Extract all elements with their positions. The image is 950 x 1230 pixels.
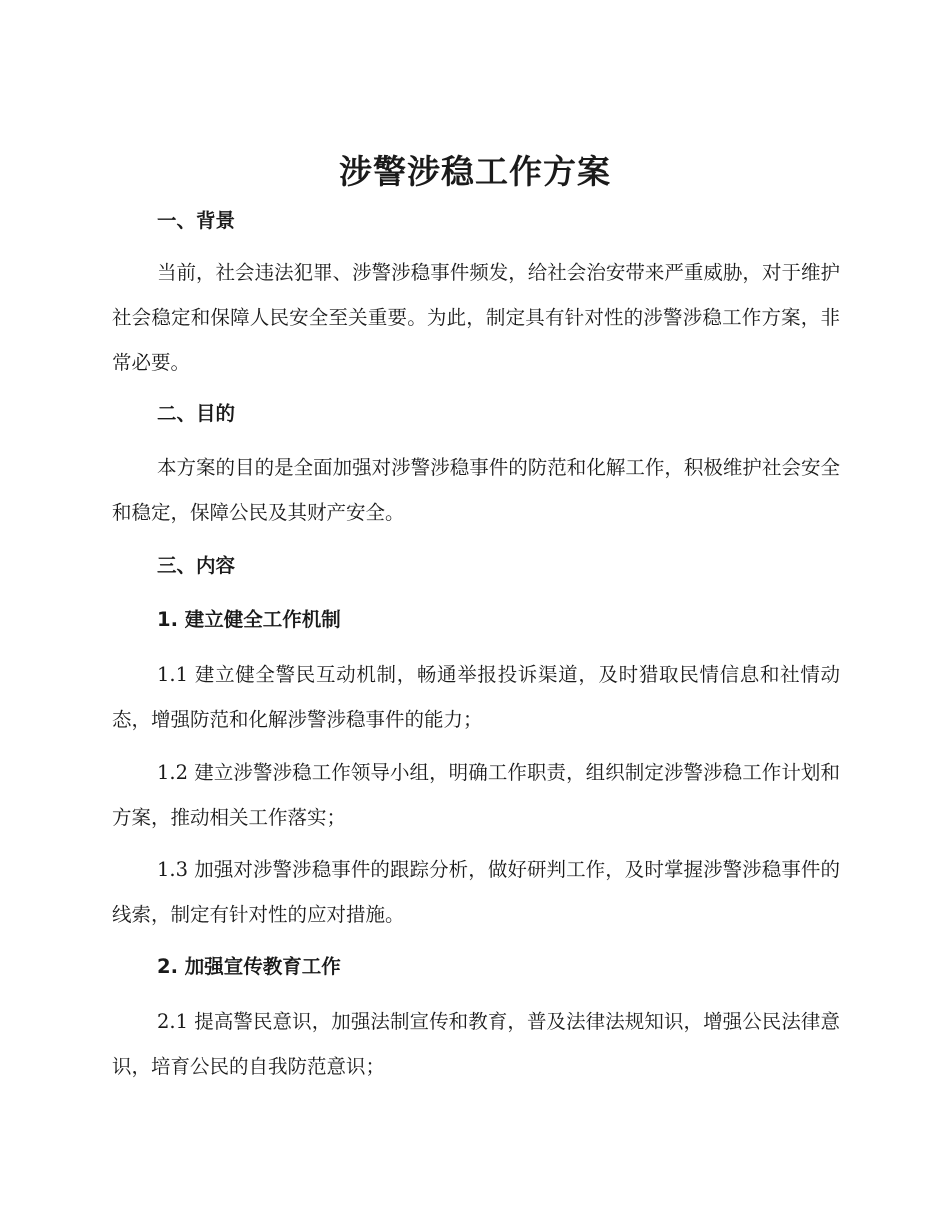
section-heading-purpose: 二、目的: [157, 402, 236, 425]
list-item: 1.3 加强对涉警涉稳事件的跟踪分析，做好研判工作，及时掌握涉警涉稳事件的线索，制定有针对性的应对措施。: [112, 858, 840, 926]
subsection-heading-publicity: 2. 加强宣传教育工作: [157, 955, 341, 978]
paragraph-background: 当前，社会违法犯罪、涉警涉稳事件频发，给社会治安带来严重威胁，对于维护社会稳定和保障人民安全至关重要。为此，制定具有针对性的涉警涉稳工作方案，非常必要。: [112, 261, 840, 374]
list-item: 1.2 建立涉警涉稳工作领导小组，明确工作职责，组织制定涉警涉稳工作计划和方案，推动相关工作落实；: [112, 761, 840, 829]
paragraph-purpose: 本方案的目的是全面加强对涉警涉稳事件的防范和化解工作，积极维护社会安全和稳定，保障公民及其财产安全。: [112, 456, 840, 524]
subsection-heading-mechanism: 1. 建立健全工作机制: [157, 608, 341, 631]
document-title: 涉警涉稳工作方案: [339, 152, 611, 191]
section-heading-background: 一、背景: [157, 209, 236, 232]
section-heading-content: 三、内容: [157, 554, 236, 577]
list-item: 1.1 建立健全警民互动机制，畅通举报投诉渠道，及时猎取民情信息和社情动态，增强防范和化解涉警涉稳事件的能力；: [112, 663, 840, 731]
list-item: 2.1 提高警民意识，加强法制宣传和教育，普及法律法规知识，增强公民法律意识，培育公民的自我防范意识；: [112, 1010, 840, 1078]
